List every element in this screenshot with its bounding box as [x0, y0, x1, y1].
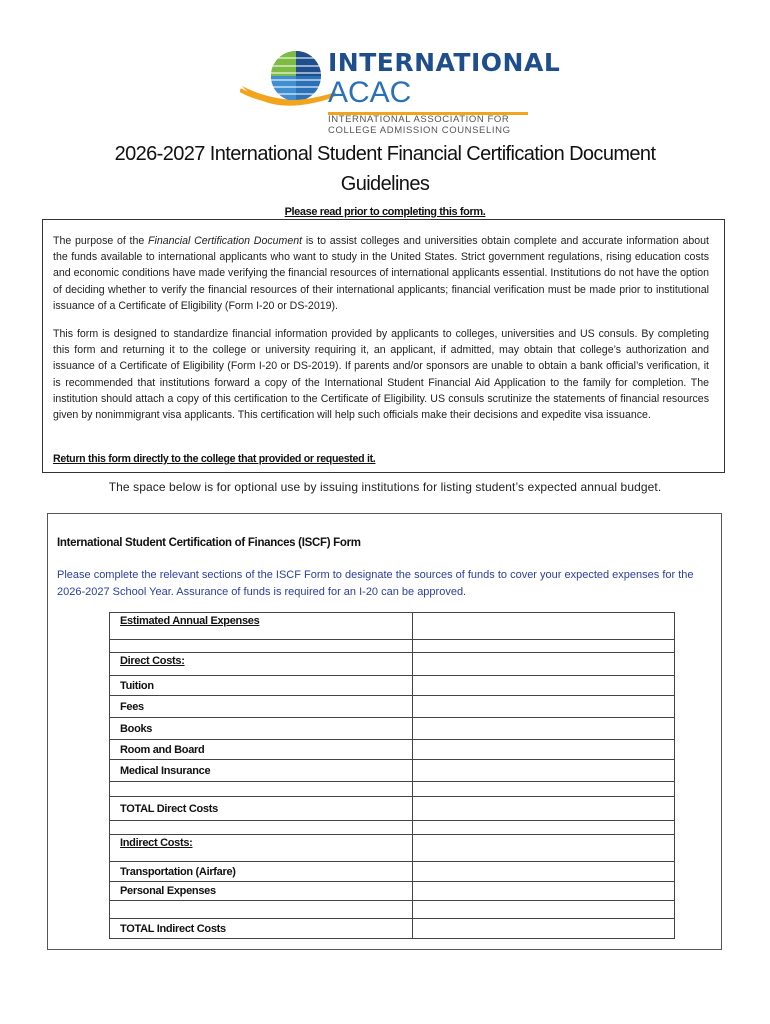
expense-amount-cell[interactable]: [413, 919, 675, 939]
expense-amount-cell[interactable]: [413, 696, 675, 718]
expense-label-cell: [110, 919, 413, 939]
table-row: [110, 740, 675, 760]
table-row: [110, 640, 675, 653]
expense-label-cell: [110, 653, 413, 676]
expense-label-cell: [110, 760, 413, 782]
expense-amount-cell[interactable]: [413, 653, 675, 676]
purpose-p1-prefix: The purpose of the: [53, 235, 149, 247]
purpose-p1-italic: Financial Certification Document: [148, 235, 303, 247]
expense-label: Tuition: [120, 679, 154, 692]
table-row: [110, 821, 675, 835]
expense-label: Indirect Costs:: [120, 837, 193, 849]
expense-amount-cell[interactable]: [413, 821, 675, 835]
table-row: [110, 901, 675, 919]
table-row: [110, 882, 675, 901]
expense-amount-cell[interactable]: [413, 782, 675, 797]
expense-label-cell: [110, 696, 413, 718]
budget-table: [109, 612, 675, 939]
expense-label-cell: [110, 835, 413, 862]
document-title-line2: Guidelines: [340, 173, 430, 195]
expense-amount-cell[interactable]: [413, 740, 675, 760]
expense-label: Medical Insurance: [120, 764, 211, 777]
table-row: [110, 919, 675, 939]
table-row: [110, 797, 675, 821]
table-row: [110, 718, 675, 740]
iscf-title: International Student Certification of Finances (ISCF) Form: [57, 537, 361, 549]
expense-amount-cell[interactable]: [413, 640, 675, 653]
purpose-paragraph-1: [53, 233, 709, 314]
purpose-p1-rest: is to assist colleges and universities obtain complete and accurate information about the funds available to international applicants who want to study in the United States. Strict government regulations, rising education costs and economic conditions have made verifying the financial resources of international applicants essential. Institutions do not have the option of deciding whether to verify the financial resources of their international applicants; financial verification must be made prior to institutional issuance of a Certificate of Eligibility (Form I-20 or DS-2019).: [53, 235, 709, 312]
logo-word-acac: ACAC: [328, 76, 412, 109]
expense-label-cell: [110, 740, 413, 760]
expense-label: Personal Expenses: [120, 885, 216, 897]
expense-label: TOTAL Indirect Costs: [120, 922, 226, 935]
table-row: [110, 676, 675, 696]
table-row: [110, 613, 675, 640]
expense-amount-cell[interactable]: [413, 676, 675, 696]
read-instruction: Please read prior to completing this form.: [284, 206, 486, 218]
iscf-instructions: Please complete the relevant sections of the ISCF Form to designate the sources of funds to cover your expected expenses for the 2026-2027 School Year. Assurance of funds is required for an I-20 can be approved.: [57, 569, 694, 598]
purpose-paragraph-2: This form is designed to standardize financial information provided by applicants to colleges, universities and US consuls. By completing this form and returning it to the college or university requiring it, an applicant, if admitted, may obtain that college’s authorization and issuance of a Certificate of Eligibility (Form I-20 or DS-2019). If parents and/or sponsors are unable to obtain a bank official’s verification, it is recommended that institutions forward a copy of the International Student Financial Aid Application to the family for completion. The institution should attach a copy of this certification to the Certificate of Eligibility. US consuls scrutinize the statements of financial resources given by nonimmigrant visa applicants. This certification will help such officials make their decisions and expedite visa issuance.: [53, 328, 709, 422]
logo-word-international: INTERNATIONAL: [328, 48, 561, 77]
expense-label-cell: [110, 882, 413, 901]
expense-label: Estimated Annual Expenses: [120, 615, 260, 627]
purpose-box: [42, 219, 725, 473]
globe-logo-icon: [240, 46, 336, 106]
logo-subtitle-line1: INTERNATIONAL ASSOCIATION FOR: [328, 114, 510, 125]
international-acac-logo: [240, 42, 561, 138]
table-row: [110, 835, 675, 862]
expense-amount-cell[interactable]: [413, 718, 675, 740]
expense-label-cell: [110, 718, 413, 740]
expense-label-cell: [110, 901, 413, 919]
table-row: [110, 862, 675, 882]
expense-label-cell: [110, 676, 413, 696]
logo-subtitle: [328, 114, 511, 136]
expense-amount-cell[interactable]: [413, 797, 675, 821]
expense-amount-cell[interactable]: [413, 760, 675, 782]
table-row: [110, 653, 675, 676]
expense-amount-cell[interactable]: [413, 613, 675, 640]
expense-label-cell: [110, 862, 413, 882]
table-row: [110, 760, 675, 782]
table-row: [110, 782, 675, 797]
expense-label-cell: [110, 640, 413, 653]
expense-label: Fees: [120, 700, 144, 713]
expense-amount-cell[interactable]: [413, 862, 675, 882]
table-row: [110, 696, 675, 718]
expense-label: Room and Board: [120, 743, 205, 756]
expense-label: TOTAL Direct Costs: [120, 802, 218, 815]
expense-label-cell: [110, 821, 413, 835]
expense-label-cell: [110, 782, 413, 797]
expense-label: Transportation (Airfare): [120, 865, 236, 878]
optional-space-note: The space below is for optional use by issuing institutions for listing student’s expected annual budget.: [108, 480, 662, 494]
expense-amount-cell[interactable]: [413, 835, 675, 862]
logo-subtitle-line2: COLLEGE ADMISSION COUNSELING: [328, 125, 511, 136]
expense-label-cell: [110, 797, 413, 821]
expense-label: Books: [120, 722, 153, 735]
expense-amount-cell[interactable]: [413, 882, 675, 901]
expense-label-cell: [110, 613, 413, 640]
document-title-line1: 2026-2027 International Student Financial Certification Document: [114, 143, 656, 165]
return-instruction: Return this form directly to the college that provided or requested it.: [53, 453, 376, 465]
expense-amount-cell[interactable]: [413, 901, 675, 919]
expense-label: Direct Costs:: [120, 655, 185, 667]
